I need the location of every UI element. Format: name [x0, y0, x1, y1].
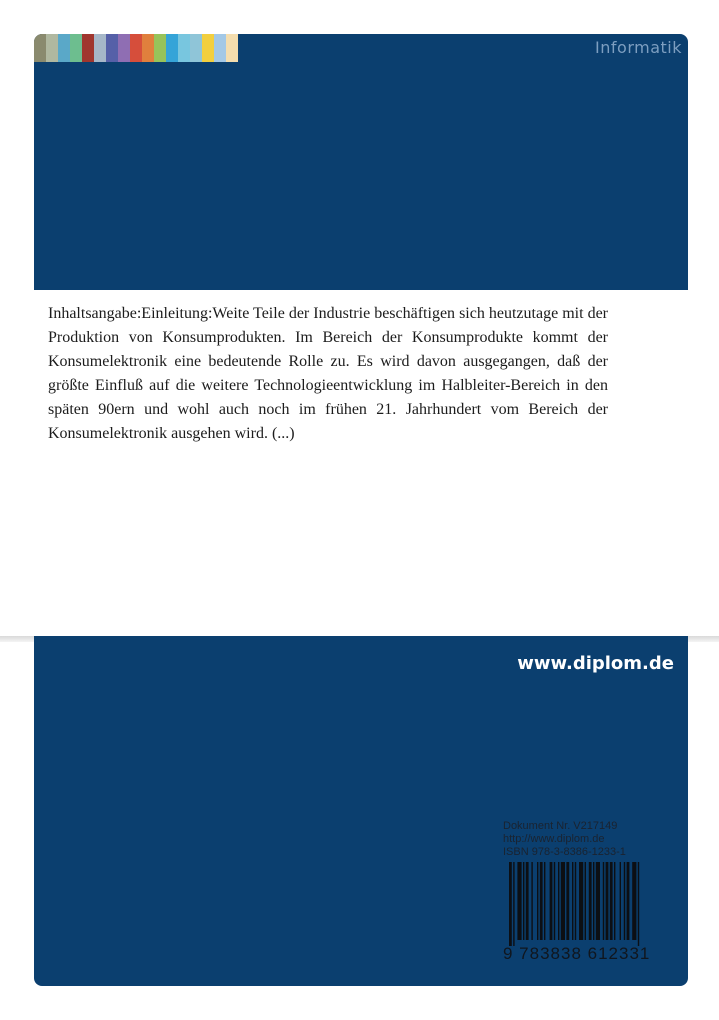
document-number: Dokument Nr. V217149: [503, 820, 618, 832]
barcode-bar: [603, 862, 604, 940]
color-stripe: [166, 34, 178, 62]
barcode-bar: [523, 862, 524, 940]
barcode-bar: [561, 862, 565, 940]
barcode-bar: [517, 862, 521, 940]
color-stripe: [118, 34, 130, 62]
barcode-bar: [589, 862, 592, 940]
color-stripe: [154, 34, 166, 62]
barcode-block: [503, 820, 671, 970]
barcode-bar: [550, 862, 553, 940]
barcode-bar: [537, 862, 538, 940]
barcode-bar: [544, 862, 545, 940]
cover-bottom-panel: [34, 636, 688, 986]
barcode-bar: [579, 862, 583, 940]
color-stripe: [214, 34, 226, 62]
color-stripe: [94, 34, 106, 62]
barcode-bar: [638, 862, 639, 946]
barcode-bar: [585, 862, 586, 940]
color-stripe: [130, 34, 142, 62]
barcode-bar: [575, 862, 576, 940]
barcode-bar: [606, 862, 609, 940]
barcode-bar: [509, 862, 512, 946]
cover-top-panel: [34, 34, 688, 290]
publisher-website: www.diplom.de: [517, 653, 674, 674]
barcode-graphic: [503, 862, 671, 946]
isbn-label: ISBN 978-3-8386-1233-1: [503, 846, 626, 858]
color-stripe: [70, 34, 82, 62]
barcode-bar: [558, 862, 559, 940]
color-stripe: [82, 34, 94, 62]
barcode-bar: [566, 862, 569, 940]
category-label: Informatik: [595, 38, 682, 57]
color-stripe-bar: [34, 34, 238, 62]
color-stripe: [58, 34, 70, 62]
barcode-bar: [531, 862, 532, 940]
barcode-bar: [596, 862, 600, 940]
barcode-bar: [526, 862, 529, 940]
barcode-bar: [593, 862, 594, 940]
barcode-bar: [620, 862, 621, 940]
color-stripe: [106, 34, 118, 62]
barcode-bar: [632, 862, 636, 940]
color-stripe: [142, 34, 154, 62]
document-url: http://www.diplom.de: [503, 833, 605, 845]
barcode-bar: [627, 862, 630, 940]
barcode-bar: [624, 862, 625, 940]
abstract-text: Inhaltsangabe:Einleitung:Weite Teile der Industrie beschäftigen sich heutzutage mit der Produktion von Konsumprodukten. Im Bereich der Konsumprodukte kommt der Konsumelektronik eine bedeutende Rolle zu. Es wird davon ausgegangen, daß der größte Einfluß auf die weitere Technologieentwicklung im Halbleiter-Bereich in den späten 90ern und wohl auch noch im frühen 21. Jahrhundert vom Bereich der Konsumelektronik ausgehen wird. (...): [48, 305, 608, 442]
barcode-bar: [610, 862, 613, 940]
color-stripe: [190, 34, 202, 62]
barcode-bar: [554, 862, 555, 940]
barcode-digits: 9 783838 612331: [503, 944, 651, 963]
color-stripe: [34, 34, 46, 62]
barcode-bar: [572, 862, 573, 940]
barcode-bar: [513, 862, 514, 946]
barcode-bar: [540, 862, 543, 940]
color-stripe: [178, 34, 190, 62]
color-stripe: [46, 34, 58, 62]
barcode-bar: [614, 862, 615, 940]
color-stripe: [202, 34, 214, 62]
color-stripe: [226, 34, 238, 62]
